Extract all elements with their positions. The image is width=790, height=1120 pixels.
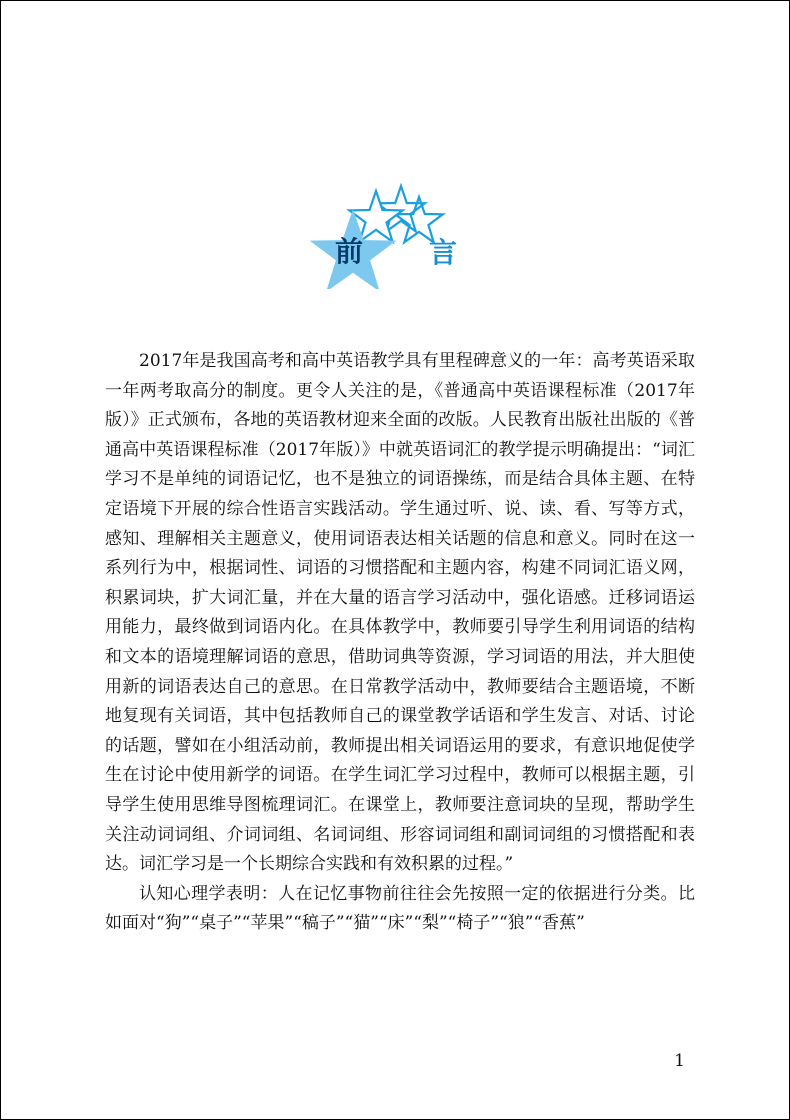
stars-decoration-icon xyxy=(301,179,471,289)
page-number: 1 xyxy=(674,1051,685,1071)
preface-heading xyxy=(301,179,471,289)
body-text xyxy=(105,347,695,939)
heading-char-2: 言 xyxy=(429,236,458,269)
heading-char-1: 前 xyxy=(335,235,364,268)
paragraph-2: 认知心理学表明：人在记忆事物前往往会先按照一定的依据进行分类。比如面对“狗”“桌子”“苹果”“稿子”“猫”“床”“梨”“椅子”“狼”“香蕉” xyxy=(105,883,695,934)
paragraph-1: 2017年是我国高考和高中英语教学具有里程碑意义的一年：高考英语采取一年两考取高分的制度。更令人关注的是，《普通高中英语课程标准（2017年版）》正式颁布，各地的英语教材迎来全面的改版。人民教育出版社出版的《普通高中英语课程标准（2017年版）》中就英语词汇的教学提示明确提出：“词汇学习不是单纯的词语记忆，也不是独立的词语操练，而是结合具体主题、在特定语境下开展的综合性语言实践活动。学生通过听、说、读、看、写等方式，感知、理解相关主题意义，使用词语表达相关话题的信息和意义。同时在这一系列行为中，根据词性、词语的习惯搭配和主题内容，构建不同词汇语义网，积累词块，扩大词汇量，并在大量的语言学习活动中，强化语感。迁移词语运用能力，最终做到词语内化。在具体教学中，教师要引导学生利用词语的结构和文本的语境理解词语的意思，借助词典等资源，学习词语的用法，并大胆使用新的词语表达自己的意思。在日常教学活动中，教师要结合主题语境，不断地复现有关词语，其中包括教师自己的课堂教学话语和学生发言、对话、讨论的话题，譬如在小组活动前，教师提出相关词语运用的要求，有意识地促使学生在讨论中使用新学的词语。在学生词汇学习过程中，教师可以根据主题，引导学生使用思维导图梳理词汇。在课堂上，教师要注意词块的呈现，帮助学生关注动词词组、介词词组、名词词组、形容词词组和副词词组的习惯搭配和表达。词汇学习是一个长期综合实践和有效积累的过程。” xyxy=(105,351,695,875)
